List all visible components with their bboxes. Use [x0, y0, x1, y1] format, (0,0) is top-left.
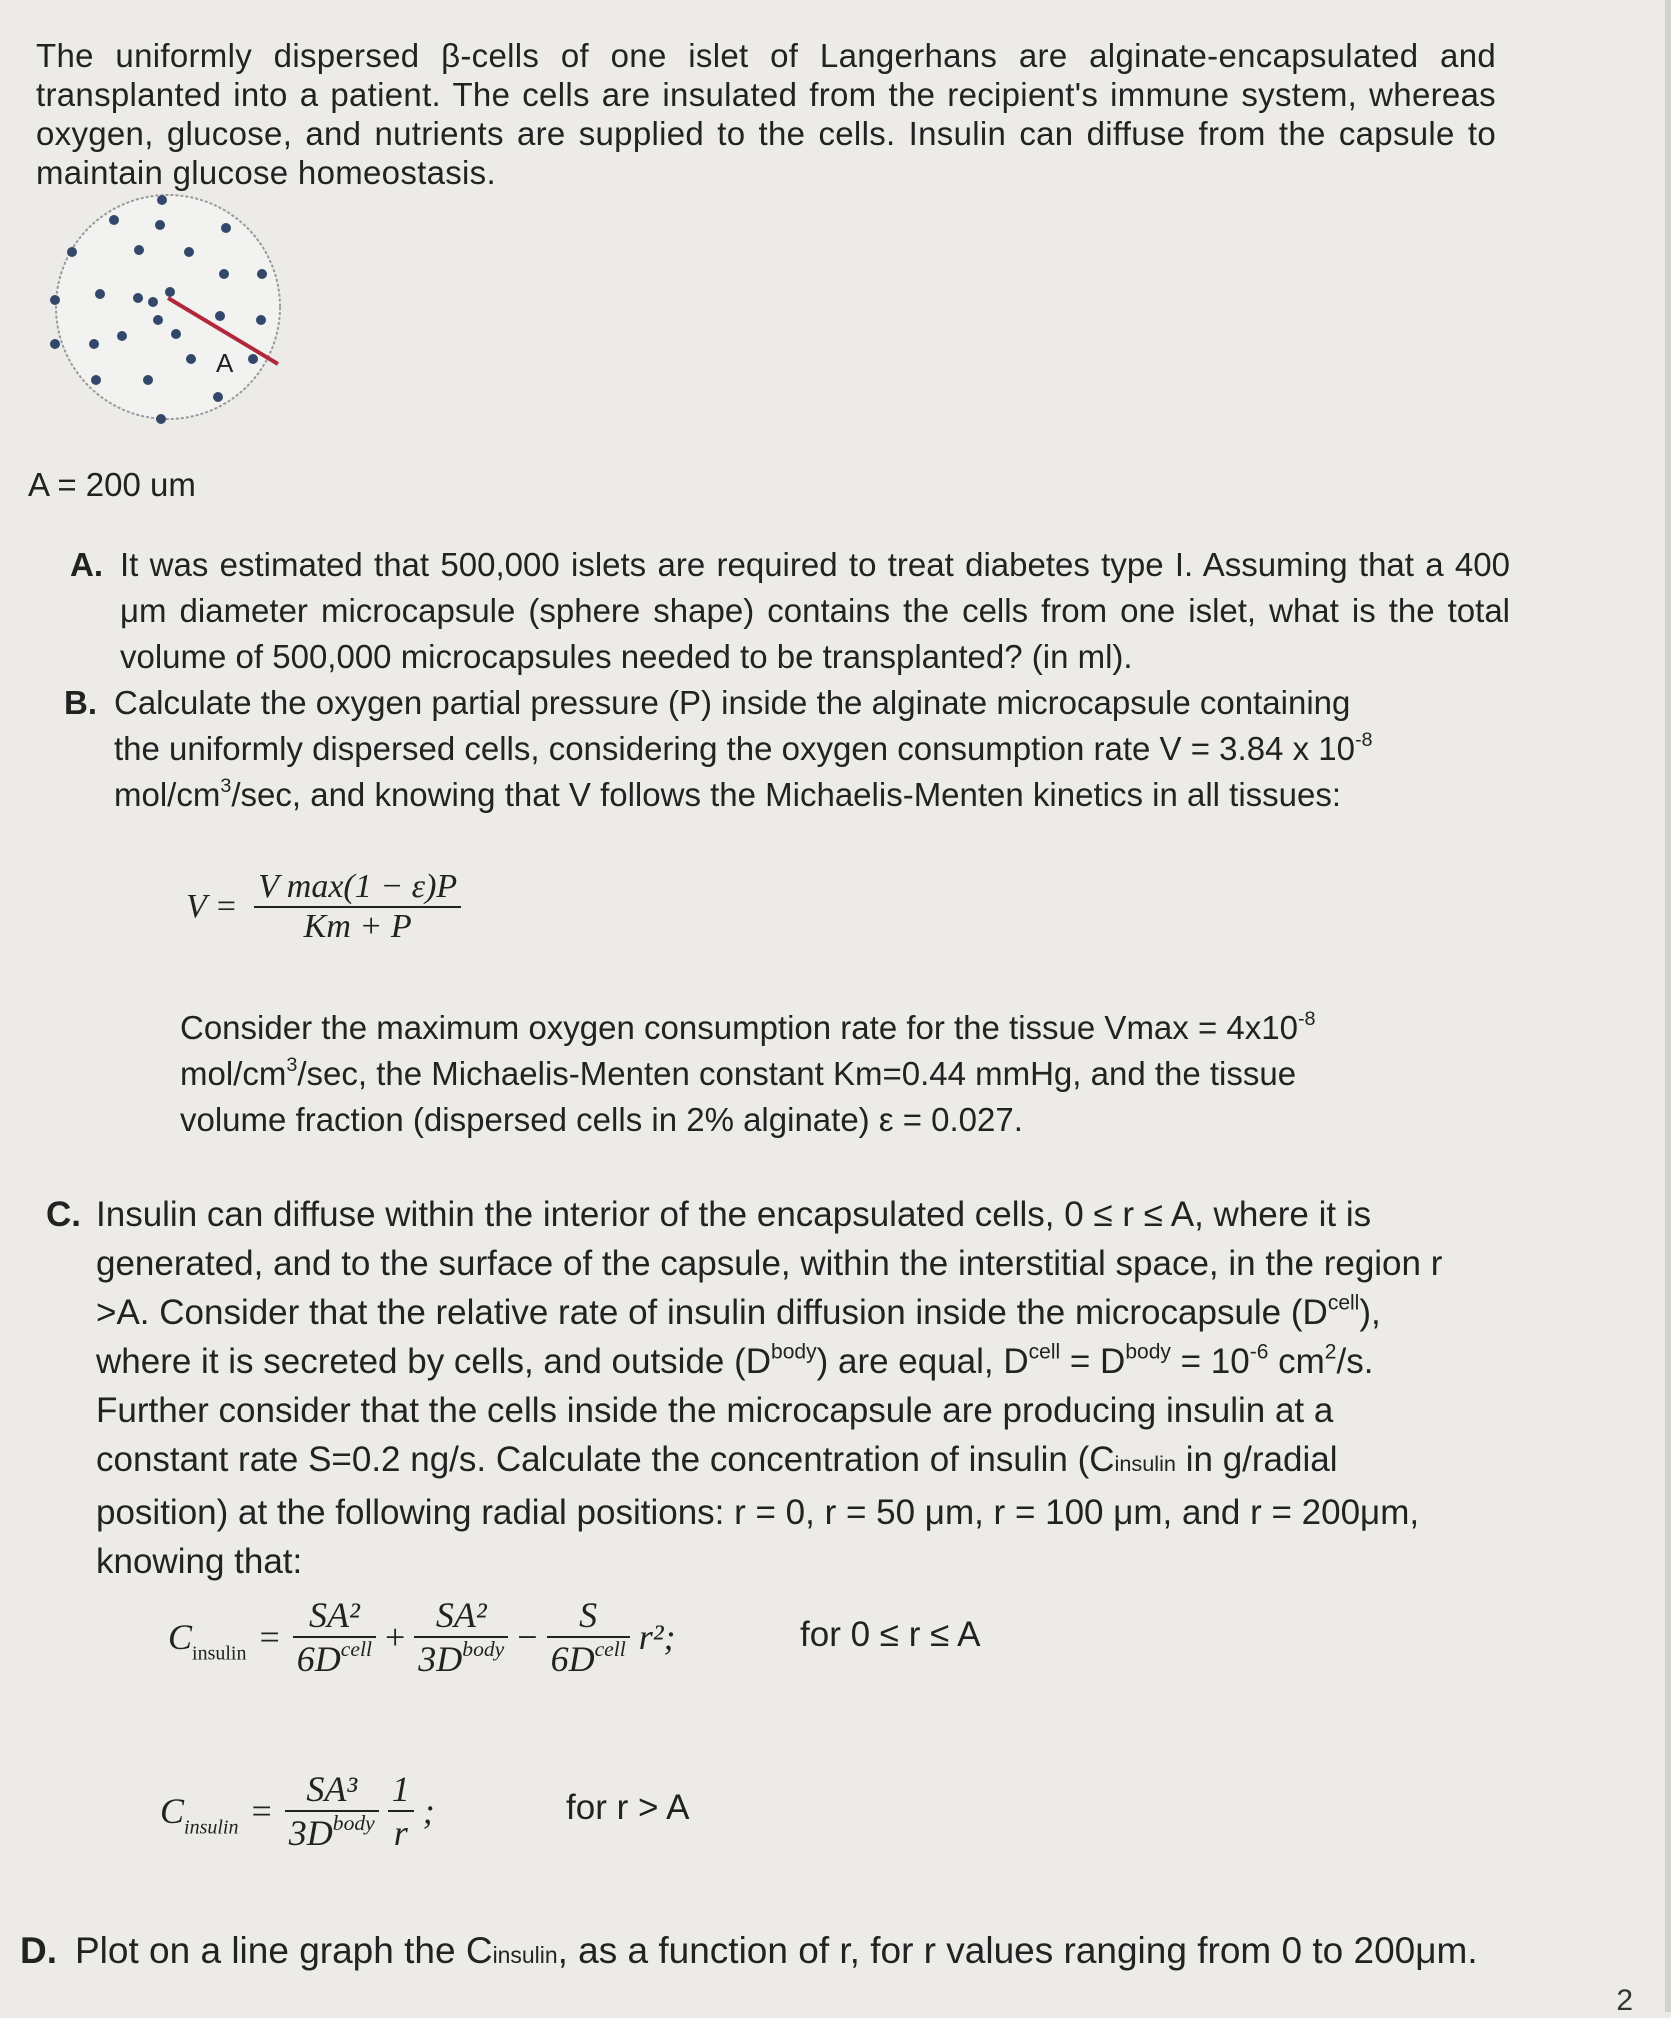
part-a-letter: A. [70, 546, 103, 583]
beta-cell [50, 339, 60, 349]
beta-cell [256, 315, 266, 325]
beta-cell [257, 269, 267, 279]
beta-cell [248, 354, 258, 364]
parameter-line: mol/$cm^3/\sec$, the Michaelis-Menten constant Km=0.44 mmHg, and the tissue [180, 1054, 1297, 1092]
radius-label: A [216, 348, 234, 378]
eq1-condition: for 0 ≤ r ≤ A [800, 1615, 981, 1654]
beta-cell [50, 295, 60, 305]
parameter-line: volume fraction (dispersed cells in 2% alginate) ε = 0.027. [180, 1101, 1023, 1138]
part-a-text: It was estimated that 500,000 islets are required to treat diabetes type I. Assuming that a 400 μm diameter microcapsule (sphere shape) contains the cells from one islet, what is the total volume of 500,000 microcapsules needed to be transplanted? (in ml). [120, 546, 1510, 675]
microcapsule-diagram [28, 192, 308, 442]
part-b-line: the uniformly dispersed cells, considering the oxygen consumption rate V = 3.84 x $10^{-8}$ [114, 729, 1373, 767]
part-b-line: mol/$cm^3/\sec$, and knowing that V follows the Michaelis-Menten kinetics in all tissues: [114, 775, 1342, 813]
part-d-letter: D. [20, 1930, 57, 1971]
part-c-line: >A. Consider that the relative rate of insulin diffusion inside the microcapsule $(D^{cell})$, [96, 1291, 1381, 1332]
formula-denominator: Km + P [303, 908, 412, 945]
part-d: D. Plot on a line graph the Cinsulin, as a function of r, for r values ranging from 0 to 200μm. [20, 1930, 1478, 1971]
beta-cell [89, 339, 99, 349]
part-d-text: Plot on a line graph the C [75, 1930, 493, 1971]
formula-fraction [254, 868, 461, 946]
beta-cell [153, 315, 163, 325]
radius-value: A = 200 um [28, 466, 196, 503]
beta-cell [171, 329, 181, 339]
part-c [46, 1190, 1566, 1586]
part-c-letter: C. [46, 1195, 81, 1234]
insulin-equation-inside: $C_{insulin}$ = $\frac{\text{SA²}}{6D^{cell}}$ + $\frac{\text{SA²}}{3D^{body}}$ − $\frac{S}{6D^{cell}}$ r²; [168, 1595, 676, 1679]
parameter-line: Consider the maximum oxygen consumption rate for the tissue $Vmax = 4x10^{-8}$ [180, 1008, 1316, 1046]
insulin-equation-outside: $C_{insulin}$ = $\frac{\text{SA³}}{3D^{body}}$ $\frac{1}{r}$ ; [160, 1769, 435, 1853]
beta-cell [165, 287, 175, 297]
capsule-outline [56, 195, 280, 419]
part-c-line: where it is secreted by cells, and outside $(D^{body})$ are equal, $D^{cell} = D^{body} = 10^{-6}$ $cm^2/s$. [96, 1340, 1374, 1381]
part-b-parameters [180, 1005, 1535, 1143]
beta-cell [134, 245, 144, 255]
part-a [70, 542, 1510, 680]
beta-cell [221, 223, 231, 233]
eq2-condition: for r > A [566, 1788, 690, 1827]
page-edge [1665, 0, 1671, 2012]
eq1-term3: $\frac{S}{6D^{cell}}$ [547, 1594, 630, 1680]
beta-cell [213, 392, 223, 402]
part-c-text [96, 1190, 1566, 1586]
part-b [64, 680, 1514, 818]
formula-numerator: V max(1 − ε)P [254, 868, 461, 908]
part-b-letter: B. [64, 684, 97, 721]
eq2-term2: $\frac{1}{r}$ [388, 1768, 414, 1854]
part-c-line: knowing that: [96, 1542, 303, 1581]
part-c-line: position) at the following radial positions: r = 0, r = 50 μm, r = 100 μm, and r = 200μm, [96, 1493, 1420, 1532]
beta-cell [133, 293, 143, 303]
beta-cell [157, 195, 167, 205]
part-c-line: Insulin can diffuse within the interior of the encapsulated cells, 0 ≤ r ≤ A, where it is [96, 1195, 1372, 1234]
beta-cell [219, 269, 229, 279]
formula-lhs: V = [186, 888, 238, 925]
eq1-term1: $\frac{\text{SA²}}{6D^{cell}}$ [293, 1594, 376, 1680]
part-c-line: constant rate S=0.2 ng/s. Calculate the concentration of insulin (Cinsulin in g/radial [96, 1440, 1338, 1479]
beta-cell [148, 297, 158, 307]
beta-cell [67, 247, 77, 257]
beta-cell [155, 220, 165, 230]
beta-cell [156, 414, 166, 424]
part-b-text [114, 680, 1514, 818]
beta-cell [184, 247, 194, 257]
michaelis-menten-formula [186, 868, 461, 946]
beta-cell [117, 331, 127, 341]
beta-cell [109, 215, 119, 225]
part-c-line: generated, and to the surface of the capsule, within the interstitial space, in the region r [96, 1244, 1443, 1283]
beta-cell [91, 375, 101, 385]
part-c-line: Further consider that the cells inside the microcapsule are producing insulin at a [96, 1391, 1334, 1430]
eq2-term1: $\frac{\text{SA³}}{3D^{body}}$ [285, 1768, 379, 1854]
beta-cell [186, 354, 196, 364]
intro-paragraph: The uniformly dispersed β-cells of one islet of Langerhans are alginate-encapsulated and transplanted into a patient. The cells are insulated from the recipient's immune system, whereas oxygen, glucose, and nutrients are supplied to the cells. Insulin can diffuse from the capsule to maintain glucose homeostasis. [36, 37, 1496, 191]
eq1-term2: $\frac{\text{SA²}}{3D^{body}}$ [414, 1594, 508, 1680]
part-b-line: Calculate the oxygen partial pressure (P) inside the alginate microcapsule containing [114, 684, 1351, 721]
beta-cell [215, 311, 225, 321]
beta-cell [143, 375, 153, 385]
beta-cell [95, 289, 105, 299]
page-number: 2 [1616, 1984, 1633, 2017]
